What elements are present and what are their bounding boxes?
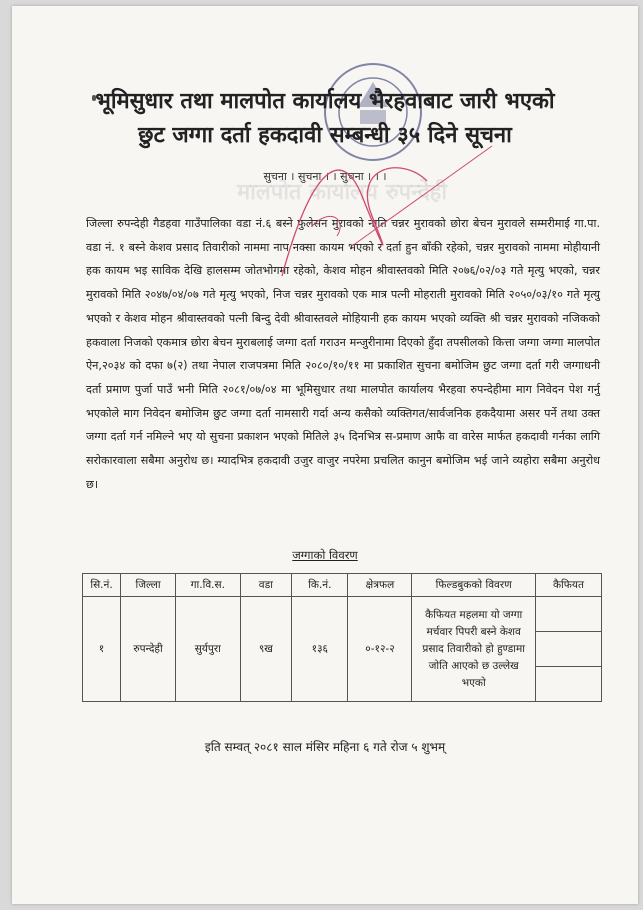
cell-ward: ९ख <box>240 597 292 702</box>
header-ward: वडा <box>240 574 292 597</box>
header-remarks: कैफियत <box>535 574 601 597</box>
header-fieldbook: फिल्डबुकको विवरण <box>412 574 535 597</box>
notice-title-line-1: भूमिसुधार तथा मालपोत कार्यालय भैरहवाबाट जारी भएको <box>95 89 555 114</box>
cell-fieldbook: कैफियत महलमा यो जग्गा मर्चवार पिपरी बस्ने केशव प्रसाद तिवारीको हो हुण्डामा जोति आएको छ उल्लेख भएको <box>412 597 535 702</box>
closing-date-line: इति सम्वत् २०८१ साल मंसिर महिना ६ गते रोज ५ शुभम् <box>204 740 446 754</box>
document-page <box>12 6 638 904</box>
cell-sn: १ <box>83 597 121 702</box>
cell-kitta: १३६ <box>292 597 348 702</box>
cell-remarks <box>535 597 601 702</box>
land-details-table <box>82 573 602 702</box>
cell-area: ०-१२-२ <box>348 597 412 702</box>
land-details-heading: जग्गाको विवरण <box>292 548 358 562</box>
header-vdc: गा.वि.स. <box>176 574 241 597</box>
notice-repeat-line: सुचना । सुचना । । सुचना । । । <box>263 170 387 183</box>
header-district: जिल्ला <box>121 574 176 597</box>
header-sn: सि.नं. <box>83 574 121 597</box>
header-area: क्षेत्रफल <box>348 574 412 597</box>
cell-vdc: सुर्यपुरा <box>176 597 241 702</box>
cell-district: रुपन्देही <box>121 597 176 702</box>
remarks-subcell <box>536 632 601 667</box>
notice-title-line-2: छुट जग्गा दर्ता हकदावी सम्बन्धी ३५ दिने सूचना <box>138 123 512 148</box>
notice-body: जिल्ला रुपन्देही गैडहवा गाउँपालिका वडा नं.६ बस्ने फुलेसन मुरावको नाति चन्नर मुरावको छोरा बेचन मुरावले सम्मरीमाई गा.पा. वडा नं. १ बस्ने केशव प्रसाद तिवारीको नाममा नाप नक्सा कायम भएको र दर्ता हुन बाँकी रहेको, चन्नर मुरावको नाममा मोहीयानी हक कायम भइ साविक देखि हालसम्म जोतभोगमा रहेको, केशव मोहन श्रीवास्तवको मिति २०७६/०२/०३ गते मृत्यु भएको, चन्नर मुरावको मिति २०४७/०४/०७ गते मृत्यु भएको, निज चन्नर मुरावको एक मात्र पत्नी मोहराती मुरावको मिति २०५०/०३/१० गते मृत्यु भएको र केशव मोहन श्रीवास्तवको पत्नी बिन्दु देवी श्रीवास्तवले मोहियानी हक कायम भएको व्यक्ति श्री चन्नर मुरावको नजिकको हकवाला निजको एकमात्र छोरा बेचन मुराबलाई जग्गा दर्ता गराउन मन्जुरीनामा दिएको हुँदा तपसीलको कित्ता जग्गा जग्गा मालपोत ऐन,२०३४ को दफा ७(२) तथा नेपाल राजपत्रमा मिति २०८०/१०/११ मा प्रकाशित सुचना बमोजिम छुट जग्गा दर्ता गरी जग्गाधनी दर्ता प्रमाण पुर्जा पाउँ भनी मिति २०८१/०७/०४ मा भूमिसुधार तथा मालपोत कार्यालय भैरहवा रुपन्देहीमा माग निवेदन पेश गर्नु भएकोले माग निवेदन बमोजिम छुट जग्गा दर्ता नामसारी गर्दा अन्य कसैको व्यक्तिगत/सार्वजनिक हकदैयामा असर पर्ने तथा उक्त जग्गा दर्ता गर्न नमिल्ने भए यो सुचना प्रकाशन भएको मितिले ३५ दिनभित्र स-प्रमाण आफै वा वारेस मार्फत हकदावी गर्नका लागि सरोकारवाला सबैमा अनुरोध छ। म्यादभित्र हकदावी उजुर वाजुर नपरेमा प्रचलित कानुन बमोजिम भई जाने व्यहोरा सबैमा अनुरोध छ। <box>86 217 600 491</box>
table-row <box>83 597 602 702</box>
remarks-subcell <box>536 597 601 632</box>
faint-background-heading: मालपोत कार्यालय रुपन्देही <box>236 180 448 205</box>
remarks-subcell <box>536 667 601 701</box>
header-kitta: कि.नं. <box>292 574 348 597</box>
table-header-row <box>83 574 602 597</box>
